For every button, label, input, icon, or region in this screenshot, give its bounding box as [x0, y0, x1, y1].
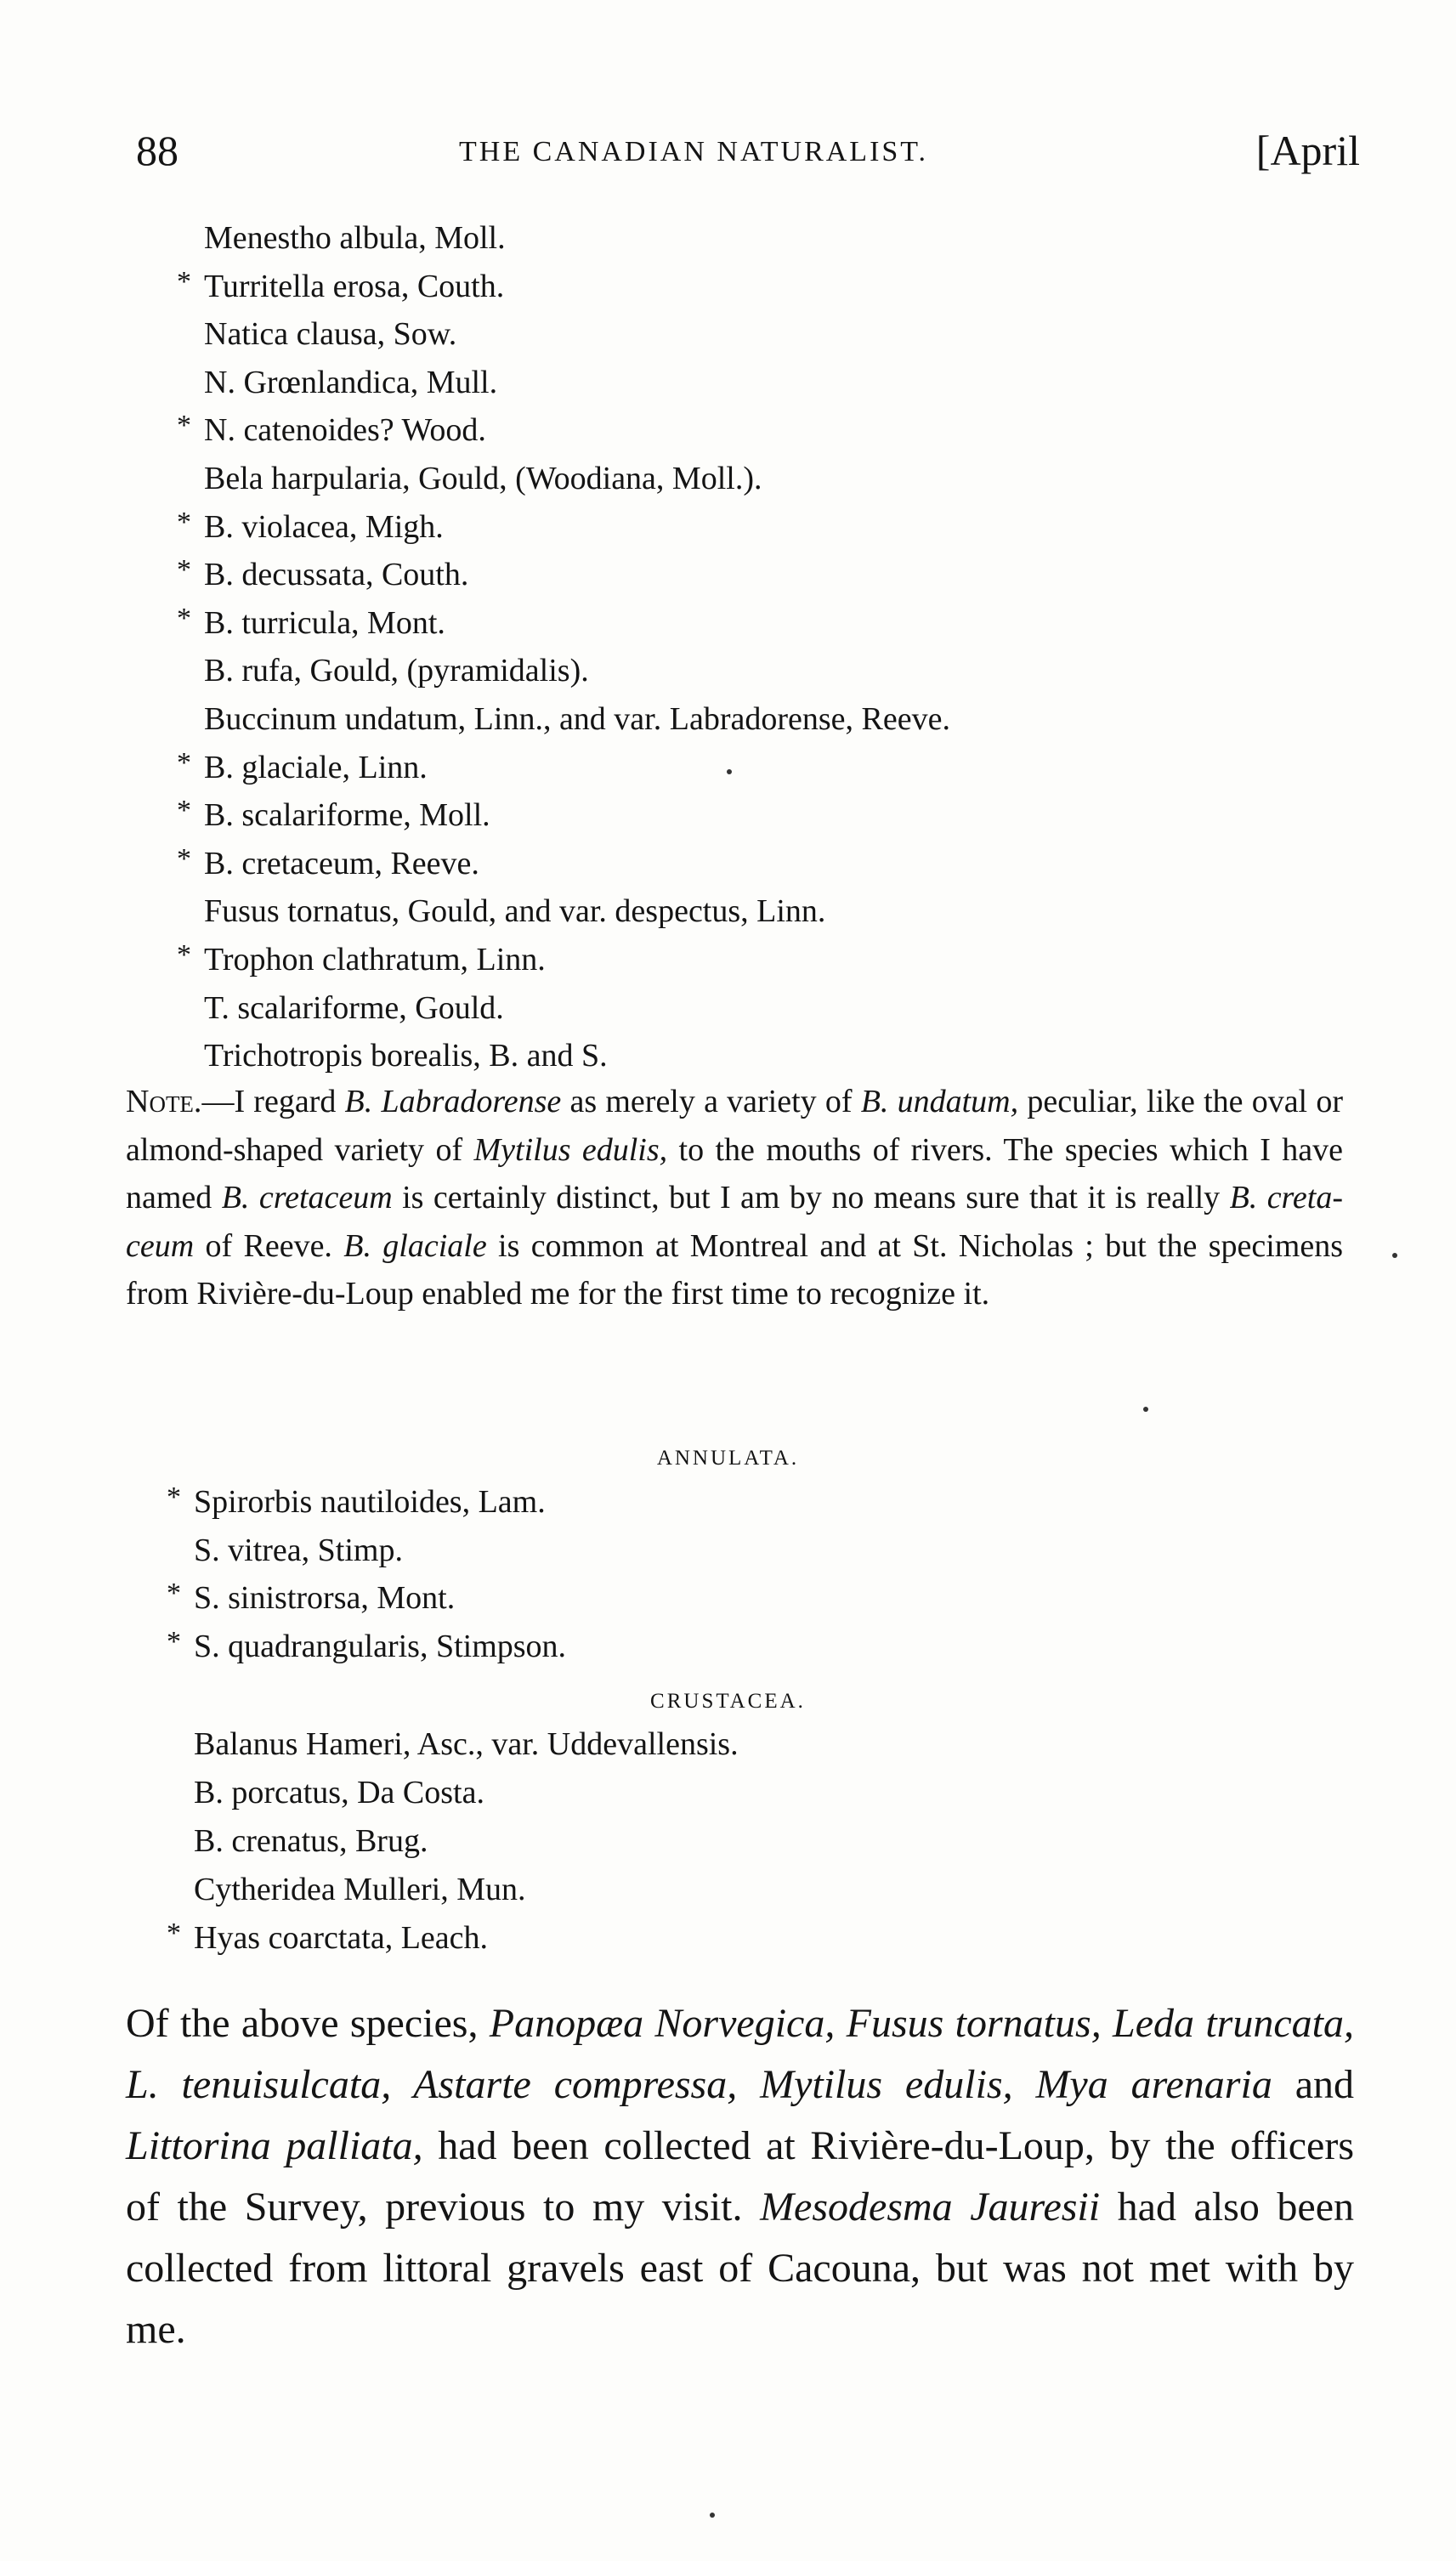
asterisk-marker: *	[167, 1482, 181, 1513]
species-name: Spirorbis nautiloides, Lam.	[194, 1484, 546, 1520]
asterisk-marker: *	[177, 602, 191, 634]
species-name: B. rufa, Gould, (pyramidalis).	[204, 653, 589, 689]
section-tag: [April	[1255, 127, 1360, 174]
list-item	[204, 700, 950, 743]
list-item	[177, 746, 428, 791]
species-name: Hyas coarctata, Leach.	[194, 1920, 489, 1956]
list-item	[204, 315, 456, 358]
list-item	[204, 989, 504, 1032]
list-item	[177, 506, 444, 551]
species-name: Trichotropis borealis, B. and S.	[204, 1038, 608, 1074]
asterisk-marker: *	[177, 265, 191, 297]
list-item	[204, 652, 589, 694]
list-item	[204, 892, 825, 935]
list-item	[167, 1918, 489, 1962]
list-item	[167, 1625, 567, 1670]
species-name: T. scalariforme, Gould.	[204, 989, 504, 1026]
asterisk-marker: *	[167, 1918, 181, 1949]
species-name: S. vitrea, Stimp.	[194, 1532, 403, 1568]
ink-speck	[710, 2513, 715, 2518]
text-segment: and	[1272, 2062, 1354, 2107]
species-name: B. violacea, Migh.	[204, 508, 444, 545]
species-name: B. crenatus, Brug.	[194, 1823, 428, 1859]
italic-segment: B. Labradorense	[344, 1084, 562, 1119]
species-name: Bela harpularia, Gould, (Woodiana, Moll.).	[204, 461, 762, 496]
closing-paragraph	[126, 1993, 1354, 2360]
list-item	[177, 842, 479, 887]
list-item	[194, 1871, 525, 1913]
text-segment: had also been collected from littoral gravels east of Cacouna, but was not met with by me.	[126, 2184, 1355, 2352]
text-segment: is certainly distinct, but I am by no means sure that it is really	[392, 1180, 1230, 1215]
species-name: S. quadrangularis, Stimpson.	[194, 1628, 567, 1664]
list-item	[177, 554, 469, 598]
list-item	[167, 1482, 546, 1526]
list-item	[204, 460, 762, 502]
species-name: Balanus Hameri, Asc., var. Uddevallensis.	[194, 1726, 739, 1762]
italic-segment: B. cretaceum	[221, 1180, 393, 1215]
list-item	[204, 219, 506, 262]
heading-annulata: ANNULATA.	[656, 1447, 800, 1470]
list-item	[204, 1037, 608, 1079]
list-item	[194, 1725, 739, 1768]
list-item	[177, 939, 546, 983]
italic-segment: B. undatum,	[860, 1084, 1019, 1119]
species-name: B. turricula, Mont.	[204, 604, 445, 641]
asterisk-marker: *	[177, 842, 191, 875]
species-name: N. catenoides? Wood.	[204, 412, 486, 449]
species-name: B. porcatus, Da Costa.	[194, 1775, 484, 1810]
italic-segment: B. glaciale	[343, 1227, 487, 1264]
species-name: Buccinum undatum, Linn., and var. Labradorense, Reeve.	[204, 701, 950, 737]
list-item	[204, 364, 497, 406]
species-name: Trophon clathratum, Linn.	[204, 942, 546, 977]
list-item	[194, 1774, 484, 1816]
ink-speck	[727, 769, 732, 774]
species-name: Turritella erosa, Couth.	[204, 268, 505, 304]
ink-speck	[1143, 1407, 1148, 1412]
note-paragraph	[126, 1078, 1343, 1318]
text-segment: as merely a variety of	[561, 1084, 861, 1119]
list-item	[194, 1532, 403, 1574]
asterisk-marker: *	[177, 746, 191, 779]
species-name: B. decussata, Couth.	[204, 557, 469, 593]
running-header	[127, 126, 1360, 185]
text-segment: had been collected at Rivière-du-Loup, by the officers of the Survey, previous to my visit.	[126, 2123, 1355, 2230]
species-name: Natica clausa, Sow.	[204, 316, 457, 353]
text-segment: Of the above species,	[126, 2001, 490, 2046]
species-name: N. Grœnlandica, Mull.	[204, 364, 498, 400]
species-name: S. sinistrorsa, Mont.	[194, 1580, 456, 1616]
page-number: 88	[136, 127, 178, 174]
asterisk-marker: *	[177, 410, 191, 442]
list-item	[177, 602, 445, 647]
species-name: B. glaciale, Linn.	[204, 749, 428, 785]
list-item	[177, 265, 505, 310]
note-body	[126, 1084, 1343, 1312]
italic-segment: B. creta-ceum	[126, 1180, 1344, 1264]
text-segment: to the mouths of rivers. The species which I have named	[126, 1131, 1344, 1215]
list-item	[167, 1578, 456, 1622]
asterisk-marker: *	[177, 795, 191, 827]
text-segment: peculiar, like the oval or almond-shaped variety of	[126, 1084, 1343, 1168]
italic-segment: Mytilus edulis,	[473, 1131, 668, 1168]
text-segment: of Reeve.	[194, 1227, 344, 1264]
asterisk-marker: *	[167, 1578, 181, 1609]
list-item	[177, 795, 490, 839]
italic-segment: Panopæa Norvegica, Fusus tornatus, Leda truncata, L. tenuisulcata, Astarte compressa, Mytilus edulis, Mya arenaria	[126, 2001, 1354, 2107]
asterisk-marker: *	[177, 939, 191, 971]
text-segment: is common at Montreal and at St. Nicholas ; but the specimens from Rivière-du-Loup enabled me for the first time to recognize it.	[126, 1227, 1343, 1312]
asterisk-marker: *	[177, 506, 191, 538]
list-item	[177, 410, 486, 454]
species-name: Fusus tornatus, Gould, and var. despectus, Linn.	[204, 893, 826, 930]
italic-segment: Littorina palliata,	[126, 2123, 423, 2168]
note-label: Note.	[126, 1084, 202, 1119]
running-title: THE CANADIAN NATURALIST.	[459, 136, 929, 167]
species-name: Cytheridea Mulleri, Mun.	[194, 1872, 526, 1907]
asterisk-marker: *	[167, 1625, 181, 1657]
asterisk-marker: *	[177, 554, 191, 586]
italic-segment: Mesodesma Jauresii	[760, 2184, 1101, 2230]
species-name: Menestho albula, Moll.	[204, 220, 506, 256]
species-name: B. scalariforme, Moll.	[204, 797, 490, 834]
list-item	[194, 1822, 428, 1865]
heading-crustacea: CRUSTACEA.	[650, 1690, 806, 1713]
ink-speck	[1392, 1253, 1397, 1258]
text-segment: —I regard	[201, 1084, 345, 1119]
species-name: B. cretaceum, Reeve.	[204, 845, 479, 881]
